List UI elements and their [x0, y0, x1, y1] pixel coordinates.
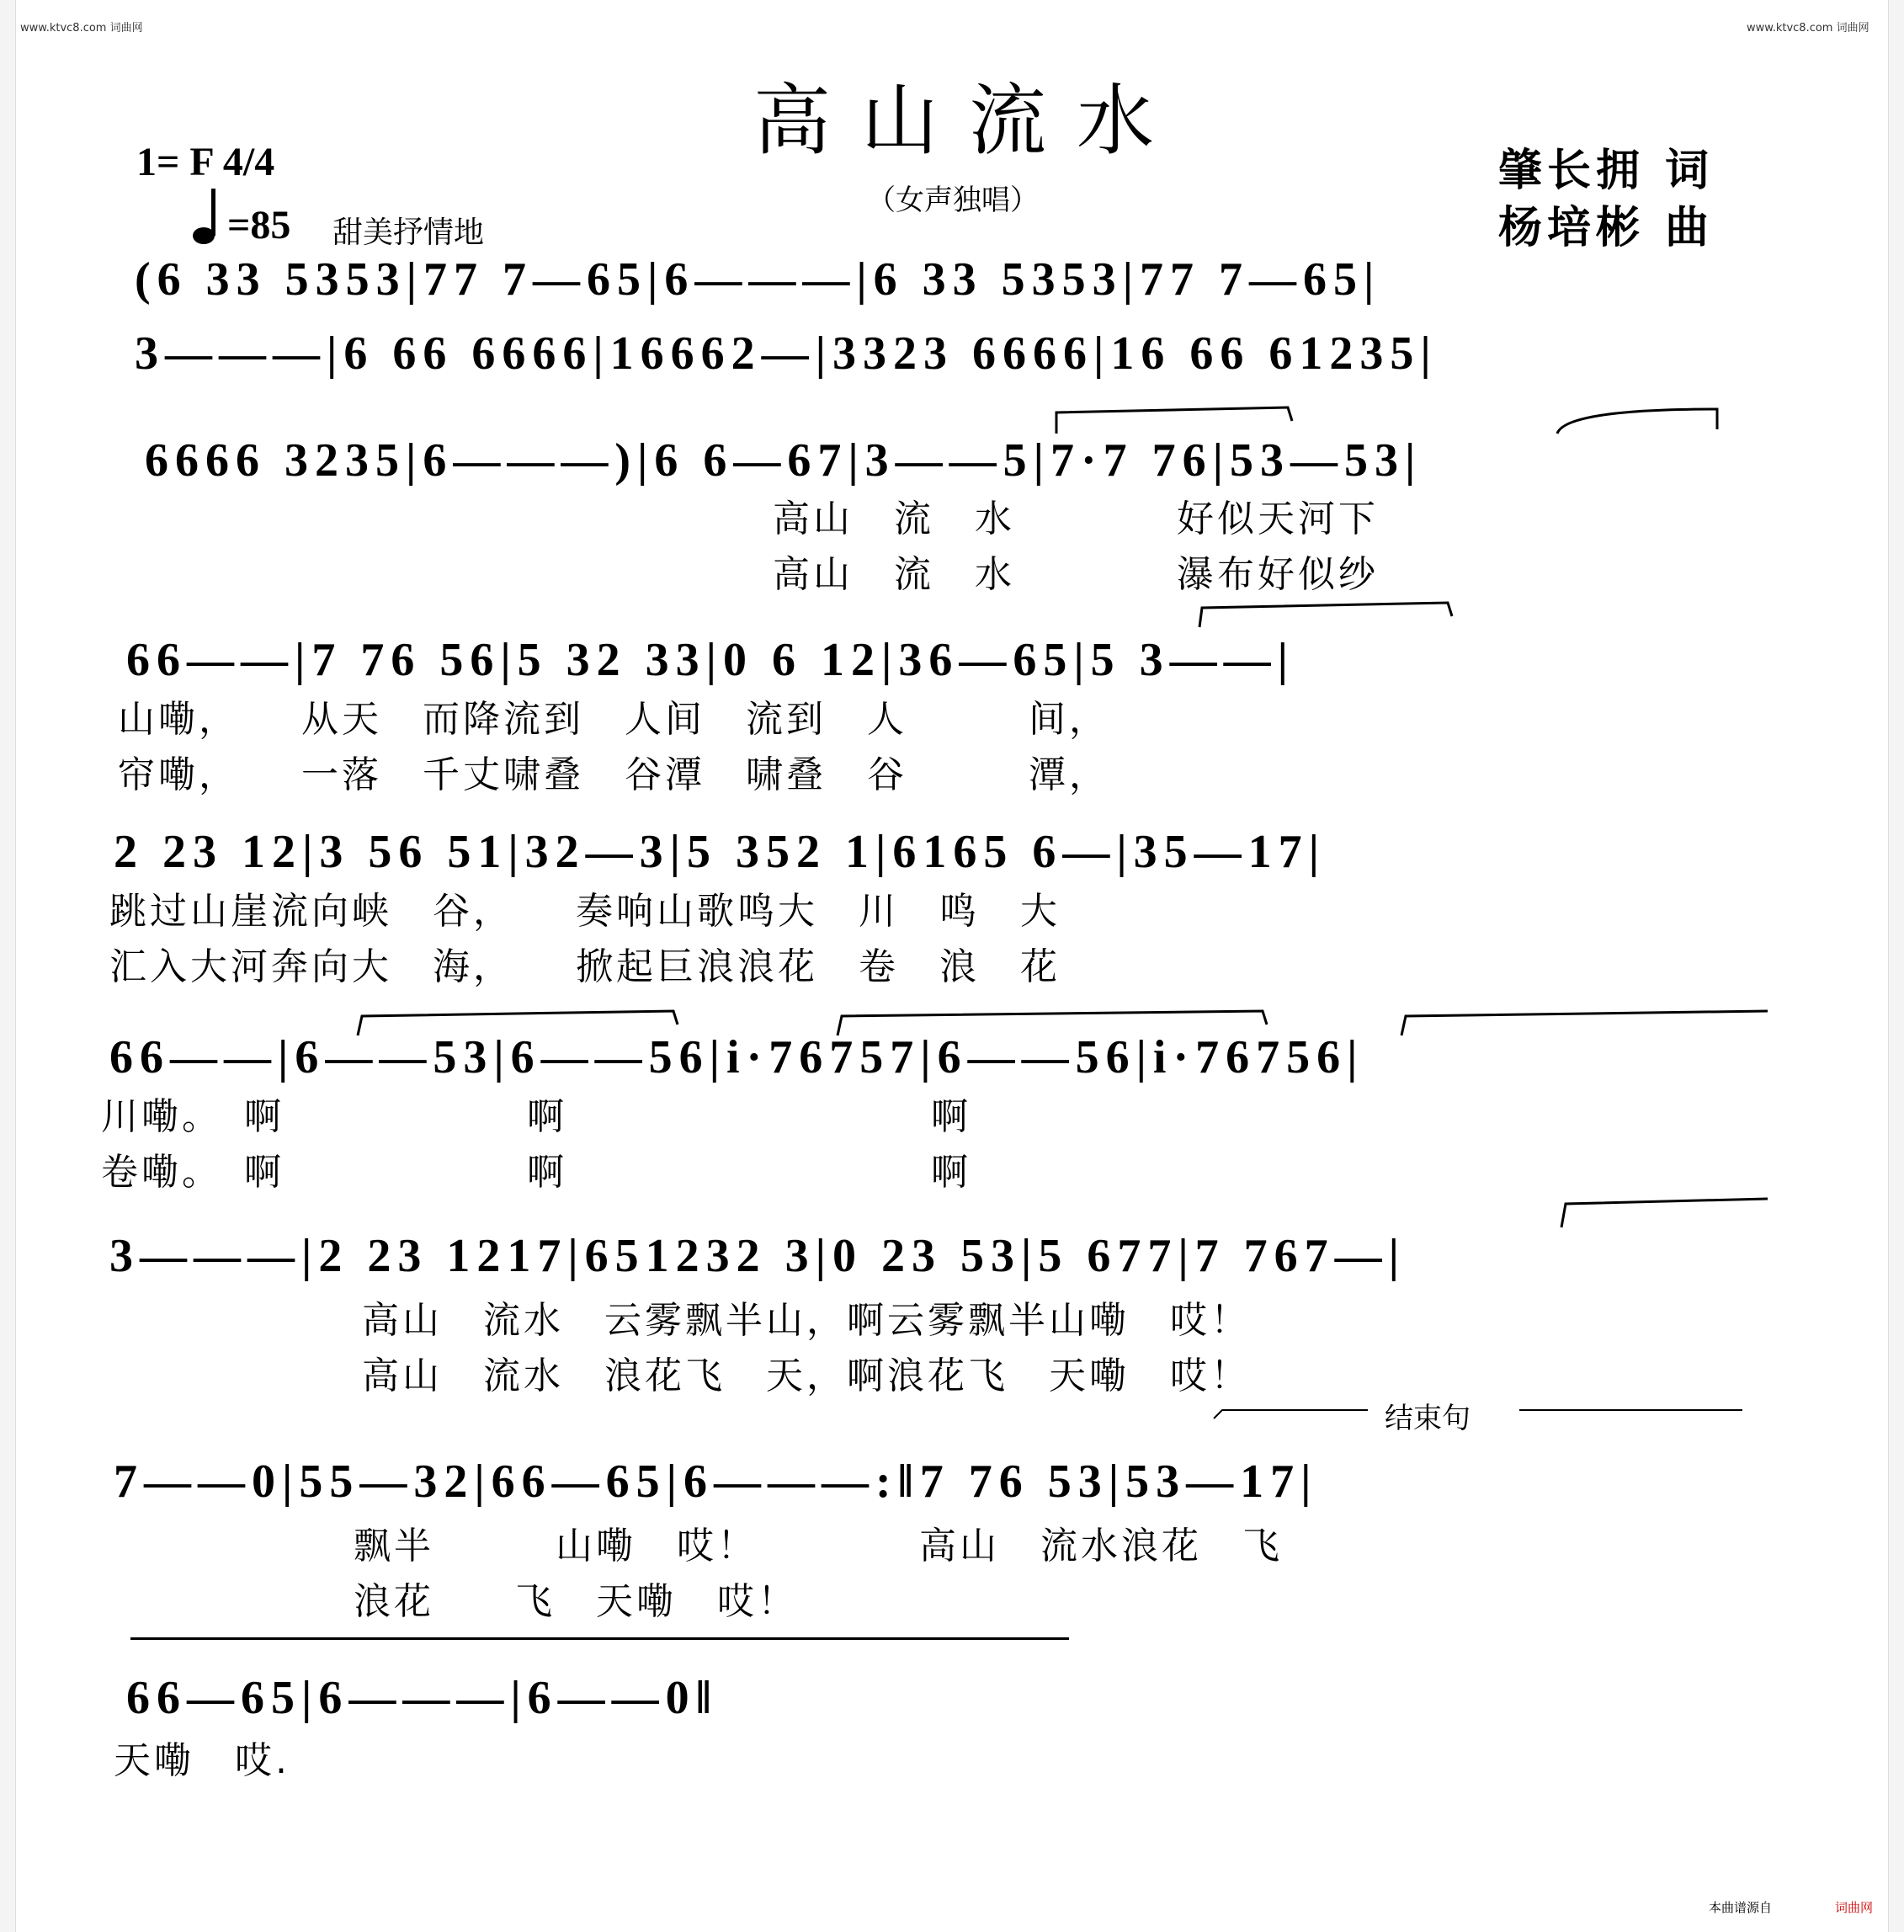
slur-row-4: [1195, 598, 1473, 631]
score-row-7-lyrics-verse-1: 高山 流水 云雾飘半山，啊云雾飘半山嘞 哎！: [362, 1299, 1251, 1342]
tempo-mood: 甜美抒情地: [332, 216, 485, 250]
score-row-6-notes: 66——|6——53|6——56|i·76757|6——56|i·76756|: [109, 1031, 1364, 1083]
score-row-4-notes: 66——|7 76 56|5 32 33|0 6 12|36—65|5 3——|: [126, 634, 1295, 686]
score-row-8-lyrics-verse-1: 飘半 山嘞 哎！ 高山 流水浪花 飞: [354, 1525, 1283, 1567]
ending-bracket: [1212, 1397, 1751, 1423]
score-row-5-notes: 2 23 12|3 56 51|32—3|5 352 1|6165 6—|35—17|: [114, 826, 1326, 878]
tempo-value: =85: [227, 203, 291, 247]
score-row-8-notes: 7——0|55—32|66—65|6———:‖7 76 53|53—17|: [114, 1456, 1318, 1508]
score-row-2-notes: 3———|6 66 6666|16662—|3323 6666|16 66 61235|: [135, 327, 1438, 380]
score-row-1-notes: (6 33 5353|77 7—65|6———|6 33 5353|77 7—65|: [135, 253, 1381, 306]
key-signature: 1= F 4/4: [136, 140, 275, 184]
section-divider: [130, 1637, 1069, 1640]
score-row-6-lyrics-verse-2: 卷嘞。 啊 啊 啊: [101, 1151, 971, 1194]
score-row-6-lyrics-verse-1: 川嘞。 啊 啊 啊: [101, 1095, 971, 1138]
lyricist-credit: 肇长拥 词: [1498, 146, 1715, 196]
quarter-note-icon: [192, 187, 221, 246]
score-row-7-notes: 3———|2 23 1217|651232 3|0 23 53|5 677|7 767—|: [109, 1230, 1406, 1282]
score-row-8-lyrics-verse-2: 浪花 飞 天嘞 哎！: [354, 1580, 798, 1623]
score-row-3-notes: 6666 3235|6———)|6 6—67|3——5|7·7 76|53—53|: [145, 434, 1423, 487]
score-row-5-lyrics-verse-2: 汇入大河奔向大 海， 掀起巨浪浪花 卷 浪 花: [109, 945, 1061, 988]
song-title: 高山流水: [753, 76, 1185, 166]
composer-credit: 杨培彬 曲: [1498, 203, 1715, 253]
watermark-right: www.ktvc8.com 词曲网: [1747, 22, 1869, 35]
score-row-9-notes: 66—65|6———|6——0‖: [126, 1672, 718, 1724]
score-row-4-lyrics-verse-1: 山嘞， 从天 而降流到 人间 流到 人 间，: [118, 698, 1109, 741]
footer-site-link[interactable]: 词曲网: [1835, 1900, 1874, 1915]
watermark-left: www.ktvc8.com 词曲网: [20, 22, 143, 35]
slur-row-3: [1052, 404, 1726, 438]
right-margin-strip: [1888, 0, 1904, 1932]
score-row-4-lyrics-verse-2: 帘嘞， 一落 千丈啸叠 谷潭 啸叠 谷 潭，: [118, 753, 1109, 796]
footer-source-text: 本曲谱源自: [1709, 1900, 1773, 1915]
score-row-3-lyrics-verse-1: 高山 流 水 好似天河下: [773, 498, 1379, 540]
score-row-9-lyrics-verse-1: 天嘞 哎.: [114, 1739, 290, 1782]
left-margin-strip: [0, 0, 16, 1932]
ending-label: 结束句: [1385, 1402, 1471, 1435]
score-row-7-lyrics-verse-2: 高山 流水 浪花飞 天，啊浪花飞 天嘞 哎！: [362, 1355, 1251, 1397]
score-row-3-lyrics-verse-2: 高山 流 水 瀑布好似纱: [773, 553, 1379, 596]
slur-row-7: [1557, 1195, 1776, 1229]
score-row-5-lyrics-verse-1: 跳过山崖流向峡 谷， 奏响山歌鸣大 川 鸣 大: [109, 890, 1061, 933]
song-subtitle: （女声独唱）: [867, 184, 1039, 217]
